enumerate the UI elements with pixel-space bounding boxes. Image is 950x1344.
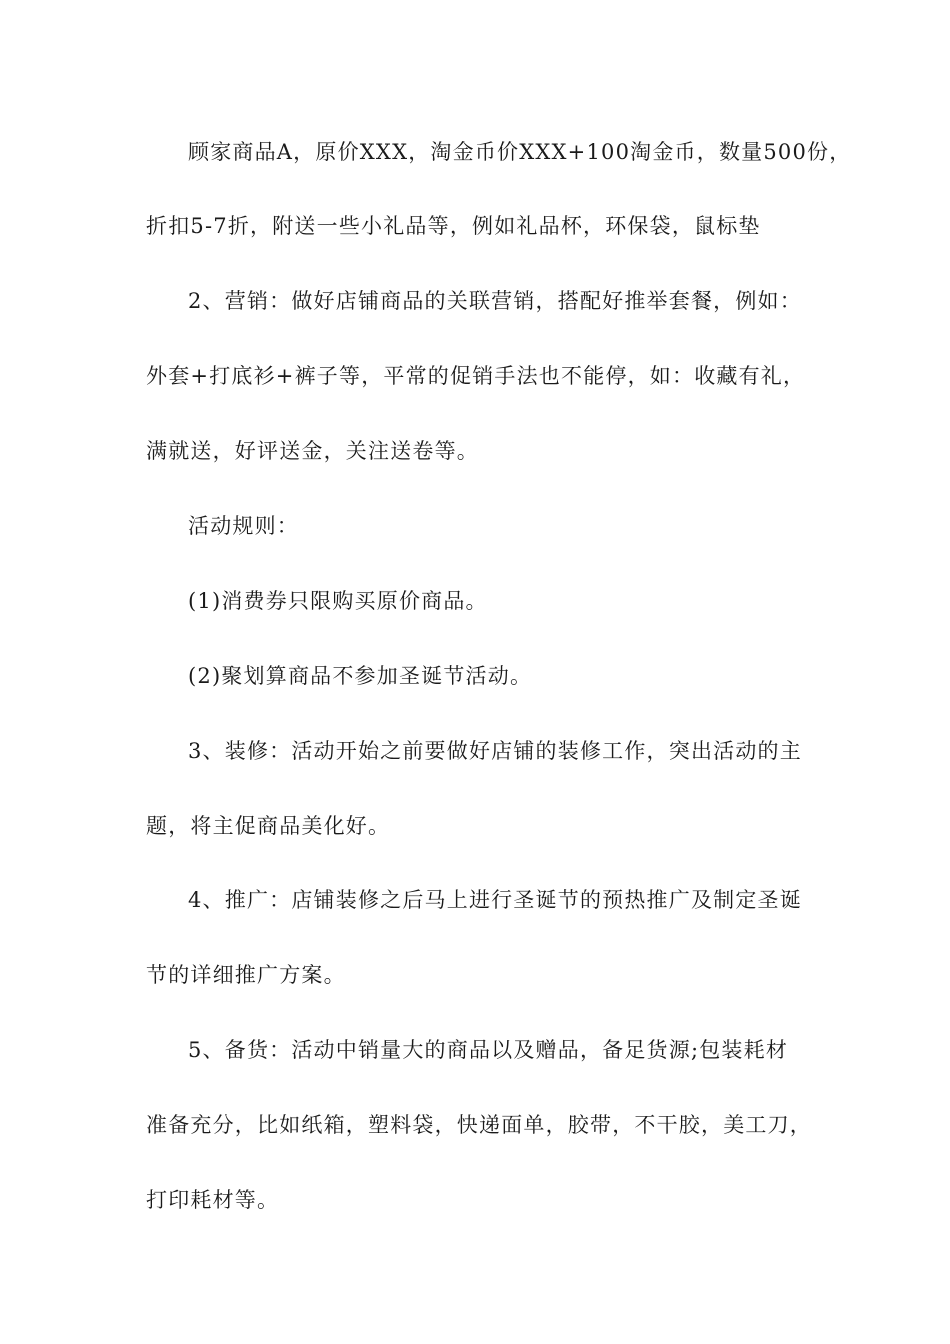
paragraph-line: 题，将主促商品美化好。 [146,814,391,838]
paragraph-line: 5、备货：活动中销量大的商品以及赠品，备足货源;包装耗材 [188,1038,789,1062]
rule-item: (1)消费券只限购买原价商品。 [188,589,488,613]
paragraph-line: 打印耗材等。 [146,1188,280,1212]
paragraph-line: 外套+打底衫+裤子等，平常的促销手法也不能停，如：收藏有礼， [146,364,806,388]
paragraph-line: 节的详细推广方案。 [146,963,346,987]
paragraph-line: 准备充分，比如纸箱，塑料袋，快递面单，胶带，不干胶，美工刀， [146,1113,812,1137]
paragraph-line: 2、营销：做好店铺商品的关联营销，搭配好推举套餐，例如： [188,289,802,313]
paragraph-line: 4、推广：店铺装修之后马上进行圣诞节的预热推广及制定圣诞 [188,888,802,912]
paragraph-line: 顾家商品A，原价XXX，淘金币价XXX+100淘金币，数量500份， [188,140,852,164]
section-heading: 活动规则： [188,514,299,538]
paragraph-line: 3、装修：活动开始之前要做好店铺的装修工作，突出活动的主 [188,739,802,763]
paragraph-line: 折扣5-7折，附送一些小礼品等，例如礼品杯，环保袋，鼠标垫 [146,214,761,238]
paragraph-line: 满就送，好评送金，关注送卷等。 [146,439,479,463]
rule-item: (2)聚划算商品不参加圣诞节活动。 [188,664,533,688]
